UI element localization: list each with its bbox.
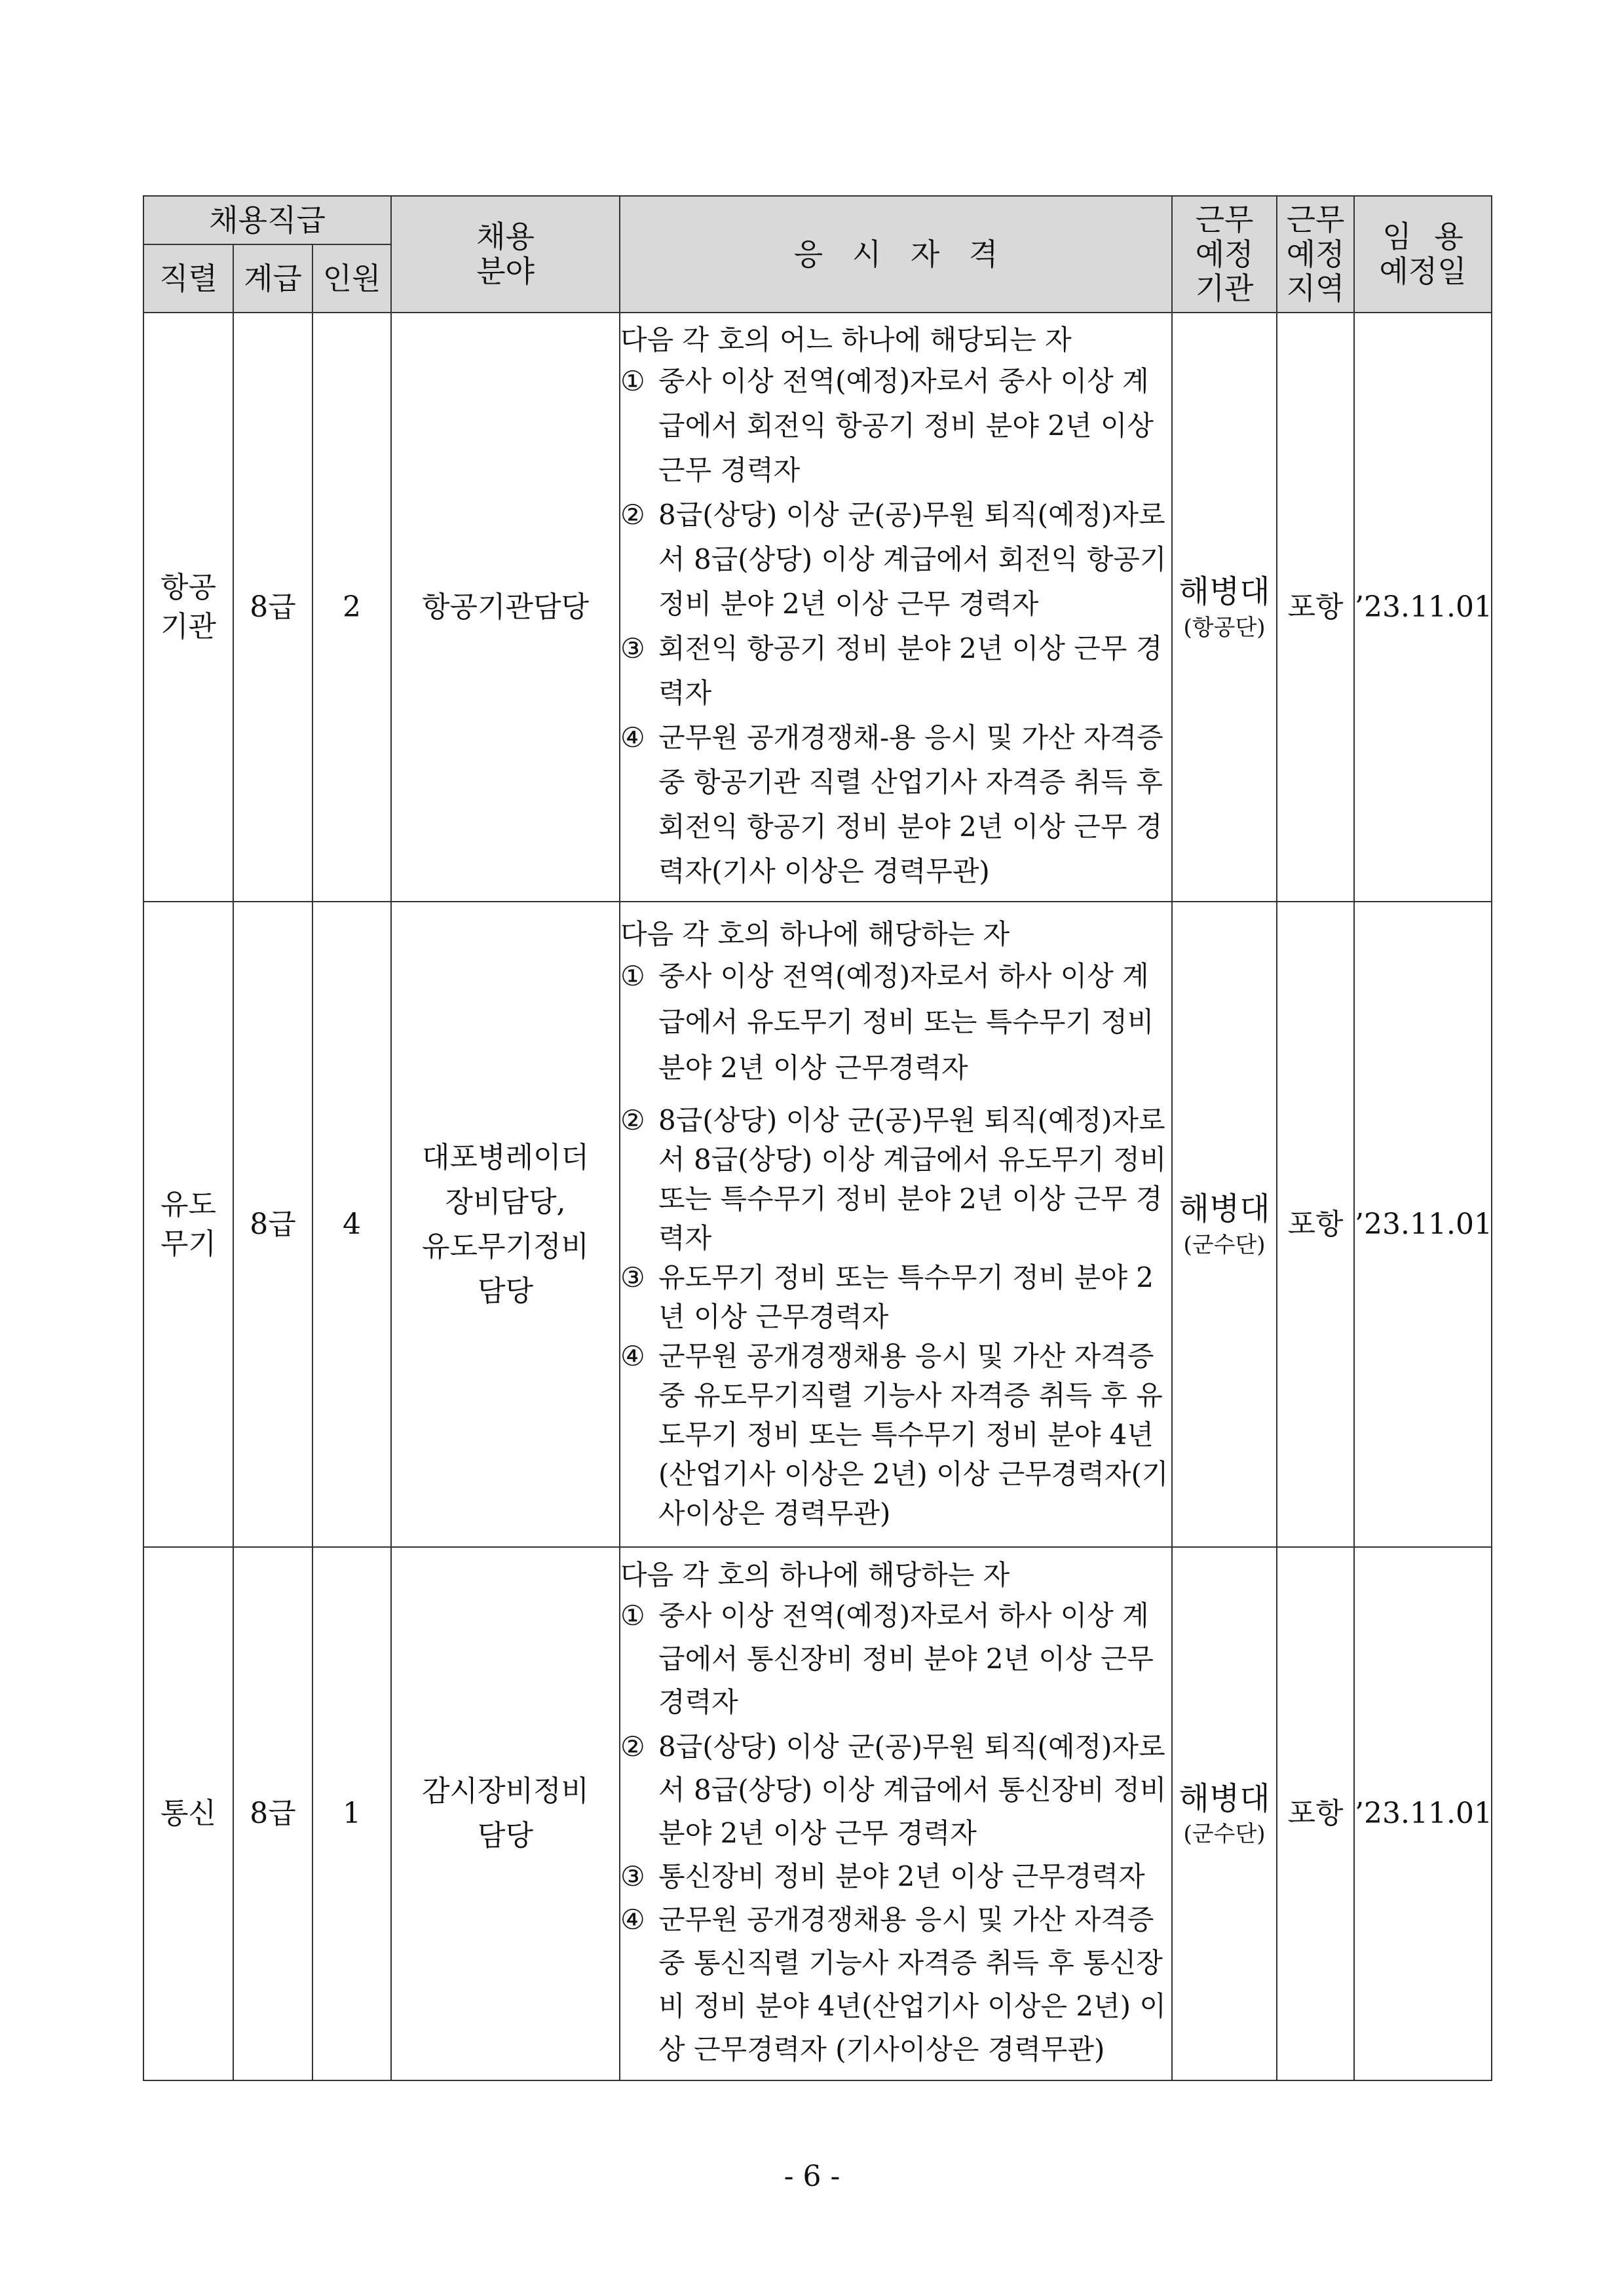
org-name: 해병대 xyxy=(1179,1780,1270,1817)
header-count: 인원 xyxy=(312,244,391,313)
header-field-line1: 채용 xyxy=(476,219,535,255)
table-row xyxy=(143,902,1492,1547)
field-line3: 유도무기정비 xyxy=(422,1229,590,1263)
header-field-line2: 분야 xyxy=(476,254,535,289)
field-cell: 항공기관담당 xyxy=(391,313,620,902)
item-text: 유도무기 정비 또는 특수무기 정비 분야 2년 이상 근무경력자 xyxy=(658,1261,1154,1333)
header-date-line1: 임 용 xyxy=(1382,219,1463,255)
item-number: ④ xyxy=(620,1340,645,1372)
series-cell xyxy=(143,902,233,1547)
date-cell: ’23.11.01 xyxy=(1354,1547,1492,2080)
qualification-cell xyxy=(620,1547,1172,2080)
org-name: 해병대 xyxy=(1179,1191,1270,1228)
field-line4: 담당 xyxy=(478,1274,534,1308)
series-line1: 항공 xyxy=(160,571,216,605)
item-number: ② xyxy=(620,498,645,531)
item-number: ④ xyxy=(620,1904,645,1936)
qualification-item xyxy=(620,1258,1171,1337)
region-cell: 포항 xyxy=(1277,313,1354,902)
qualification-cell xyxy=(620,313,1172,902)
org-name: 해병대 xyxy=(1179,573,1270,611)
qualification-item xyxy=(620,1594,1171,1725)
date-cell: ’23.11.01 xyxy=(1354,313,1492,902)
item-text: 군무원 공개경쟁채용 응시 및 가산 자격증 중 유도무기직렬 기능사 자격증 취득 후 유도무기 정비 또는 특수무기 정비 분야 4년(산업기사 이상은 2년) 이상 근무경력자(기사이상은 경력무관) xyxy=(658,1340,1169,1529)
field-cell xyxy=(391,1547,620,2080)
series-line2: 무기 xyxy=(160,1227,216,1261)
header-region-line2: 예정 xyxy=(1286,236,1345,272)
page-number: - 6 - xyxy=(784,2160,840,2193)
series-line1: 유도 xyxy=(160,1188,216,1222)
count-cell: 1 xyxy=(312,1547,391,2080)
header-org-line1: 근무 xyxy=(1195,201,1254,237)
header-region-line1: 근무 xyxy=(1286,201,1345,237)
grade-cell: 8급 xyxy=(233,1547,312,2080)
header-org-line2: 예정 xyxy=(1195,236,1254,272)
field-line1: 감시장비정비 xyxy=(422,1774,590,1808)
qualification-intro: 다음 각 호의 어느 하나에 해당되는 자 xyxy=(620,323,1072,356)
item-number: ④ xyxy=(620,721,645,754)
item-text: 8급(상당) 이상 군(공)무원 퇴직(예정)자로서 8급(상당) 이상 계급에서 회전익 항공기 정비 분야 2년 이상 근무 경력자 xyxy=(658,498,1167,620)
header-grade: 계급 xyxy=(233,244,312,313)
qualification-item xyxy=(620,1898,1171,2071)
series-line2: 기관 xyxy=(160,609,216,643)
org-cell xyxy=(1172,1547,1277,2080)
item-number: ③ xyxy=(620,1860,645,1892)
item-text: 통신장비 정비 분야 2년 이상 근무경력자 xyxy=(658,1860,1145,1892)
qualification-intro: 다음 각 호의 하나에 해당하는 자 xyxy=(620,918,1010,950)
item-number: ① xyxy=(620,1599,645,1632)
header-region-line3: 지역 xyxy=(1286,271,1345,307)
org-unit: (군수단) xyxy=(1183,1231,1266,1258)
qualification-item xyxy=(620,1101,1171,1258)
series-cell: 통신 xyxy=(143,1547,233,2080)
header-field xyxy=(391,196,620,313)
item-text: 중사 이상 전역(예정)자로서 하사 이상 계급에서 통신장비 정비 분야 2년 이상 근무경력자 xyxy=(658,1599,1154,1718)
table-row xyxy=(143,313,1492,902)
header-series: 직렬 xyxy=(143,244,233,313)
date-cell: ’23.11.01 xyxy=(1354,902,1492,1547)
qualification-intro: 다음 각 호의 하나에 해당하는 자 xyxy=(620,1559,1010,1591)
header-org xyxy=(1172,196,1277,313)
org-unit: (군수단) xyxy=(1183,1821,1266,1848)
qualification-cell xyxy=(620,902,1172,1547)
header-grade-group: 채용직급 xyxy=(143,196,391,244)
item-text: 8급(상당) 이상 군(공)무원 퇴직(예정)자로서 8급(상당) 이상 계급에서 유도무기 정비 또는 특수무기 정비 분야 2년 이상 근무 경력자 xyxy=(658,1104,1167,1254)
header-org-line3: 기관 xyxy=(1195,271,1254,307)
field-line1: 대포병레이더 xyxy=(422,1140,590,1174)
org-unit: (항공단) xyxy=(1183,614,1266,641)
qualification-item xyxy=(620,716,1171,894)
item-number: ③ xyxy=(620,1261,645,1293)
field-line2: 장비담당, xyxy=(445,1185,566,1219)
qualification-item xyxy=(620,359,1171,493)
header-qualification: 응 시 자 격 xyxy=(620,196,1172,313)
item-text: 8급(상당) 이상 군(공)무원 퇴직(예정)자로서 8급(상당) 이상 계급에서 통신장비 정비 분야 2년 이상 근무 경력자 xyxy=(658,1731,1167,1849)
header-date-line2: 예정일 xyxy=(1379,254,1467,289)
qualification-item xyxy=(620,1725,1171,1855)
qualification-item xyxy=(620,953,1171,1101)
qualification-item xyxy=(620,626,1171,716)
series-cell xyxy=(143,313,233,902)
qualification-item xyxy=(620,493,1171,626)
item-text: 중사 이상 전역(예정)자로서 하사 이상 계급에서 유도무기 정비 또는 특수무기 정비 분야 2년 이상 근무경력자 xyxy=(658,960,1154,1084)
field-cell xyxy=(391,902,620,1547)
item-number: ② xyxy=(620,1104,645,1136)
region-cell: 포항 xyxy=(1277,1547,1354,2080)
org-cell xyxy=(1172,902,1277,1547)
item-text: 군무원 공개경쟁채-용 응시 및 가산 자격증 중 항공기관 직렬 산업기사 자격증 취득 후 회전익 항공기 정비 분야 2년 이상 근무 경력자(기사 이상은 경력무관) xyxy=(658,721,1163,887)
header-date xyxy=(1354,196,1492,313)
org-cell xyxy=(1172,313,1277,902)
field-line2: 담당 xyxy=(478,1819,534,1852)
header-region xyxy=(1277,196,1354,313)
grade-cell: 8급 xyxy=(233,902,312,1547)
item-text: 군무원 공개경쟁채용 응시 및 가산 자격증 중 통신직렬 기능사 자격증 취득 후 통신장비 정비 분야 4년(산업기사 이상은 2년) 이상 근무경력자 (기사이상은 경력무관) xyxy=(658,1904,1166,2065)
item-number: ③ xyxy=(620,632,645,664)
item-number: ① xyxy=(620,960,645,992)
qualification-item xyxy=(620,1855,1171,1898)
table-row xyxy=(143,1547,1492,2080)
count-cell: 2 xyxy=(312,313,391,902)
region-cell: 포항 xyxy=(1277,902,1354,1547)
grade-cell: 8급 xyxy=(233,313,312,902)
item-number: ① xyxy=(620,364,645,397)
item-text: 중사 이상 전역(예정)자로서 중사 이상 계급에서 회전익 항공기 정비 분야 2년 이상 근무 경력자 xyxy=(658,364,1154,486)
recruitment-table xyxy=(143,195,1492,2081)
item-text: 회전익 항공기 정비 분야 2년 이상 근무 경력자 xyxy=(658,632,1163,709)
item-number: ② xyxy=(620,1731,645,1763)
count-cell: 4 xyxy=(312,902,391,1547)
qualification-item xyxy=(620,1337,1171,1533)
